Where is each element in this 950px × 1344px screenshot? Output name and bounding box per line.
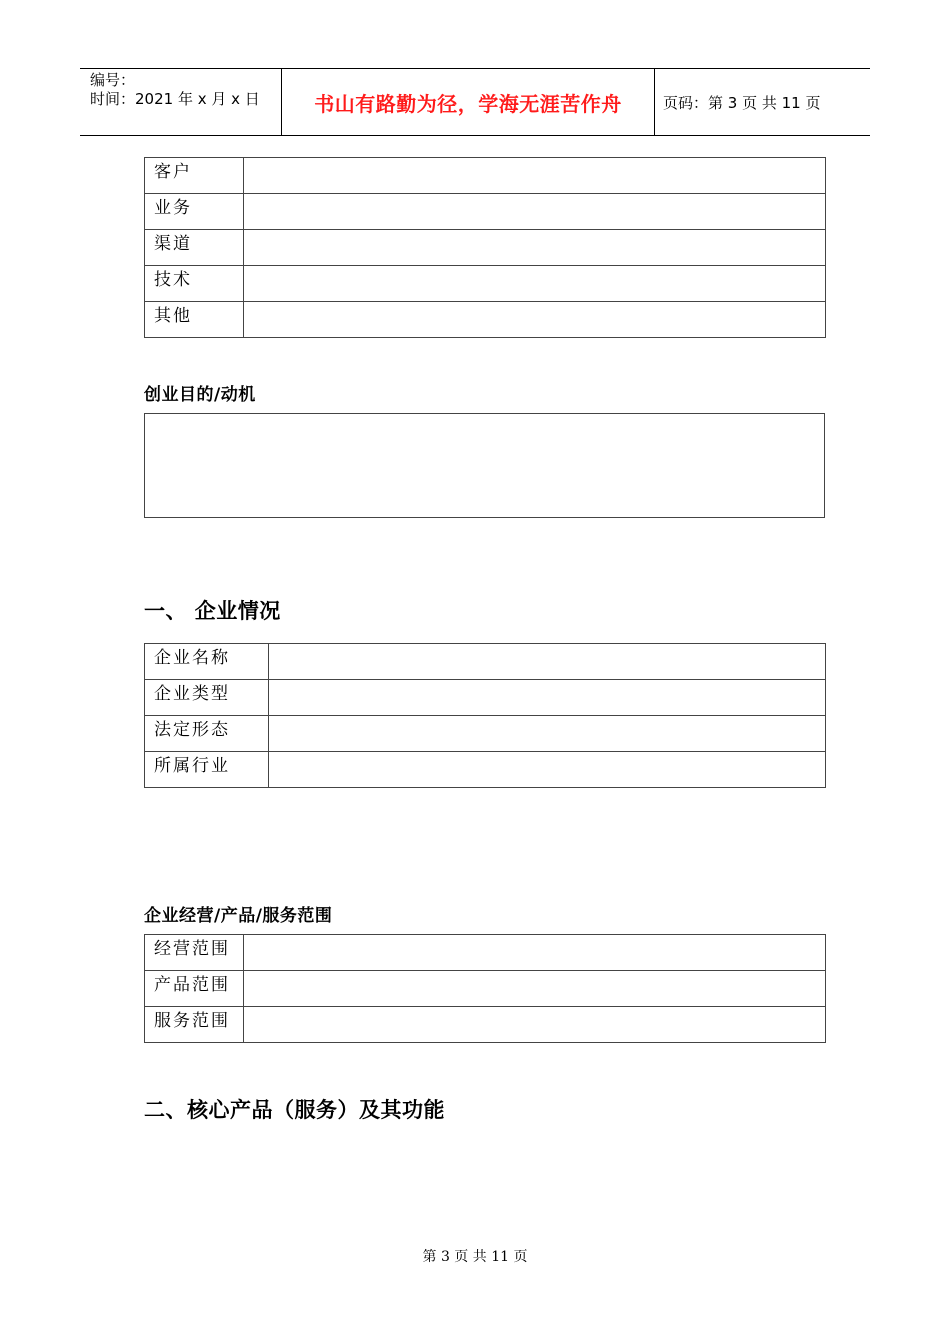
row-label: 所属行业	[145, 752, 269, 788]
table-customer-business	[144, 157, 826, 338]
row-value-field[interactable]	[244, 158, 826, 194]
row-label: 企业名称	[145, 644, 269, 680]
header-motto: 书山有路勤为径，学海无涯苦作舟	[314, 91, 622, 116]
number-label: 编号：	[90, 71, 136, 89]
row-value-field[interactable]	[244, 266, 826, 302]
row-label: 法定形态	[145, 716, 269, 752]
row-label: 产品范围	[145, 971, 244, 1007]
table-row	[145, 935, 826, 971]
table-row	[145, 194, 826, 230]
row-value-field[interactable]	[244, 971, 826, 1007]
row-label: 客户	[145, 158, 244, 194]
table-row	[145, 266, 826, 302]
row-value-field[interactable]	[244, 1007, 826, 1043]
row-label: 服务范围	[145, 1007, 244, 1043]
table-row	[145, 230, 826, 266]
motive-textbox[interactable]	[144, 413, 825, 518]
date-label: 时间：2021 年 x 月 x 日	[90, 90, 260, 108]
row-label: 经营范围	[145, 935, 244, 971]
row-value-field[interactable]	[269, 716, 826, 752]
scope-label: 企业经营/产品/服务范围	[144, 906, 333, 926]
row-label: 业务	[145, 194, 244, 230]
table-business-scope	[144, 934, 826, 1043]
table-row	[145, 971, 826, 1007]
section-heading-core-products: 二、核心产品（服务）及其功能	[144, 1098, 445, 1122]
row-value-field[interactable]	[269, 752, 826, 788]
header-motto-cell	[282, 69, 655, 135]
table-row	[145, 302, 826, 338]
table-company-info	[144, 643, 826, 788]
header-meta	[80, 69, 282, 135]
table-row	[145, 716, 826, 752]
table-row	[145, 680, 826, 716]
row-value-field[interactable]	[269, 644, 826, 680]
row-label: 技术	[145, 266, 244, 302]
table-row	[145, 1007, 826, 1043]
section-heading-company: 一、 企业情况	[144, 599, 281, 623]
page-header	[80, 68, 870, 136]
row-value-field[interactable]	[269, 680, 826, 716]
table-row	[145, 644, 826, 680]
row-value-field[interactable]	[244, 935, 826, 971]
table-row	[145, 752, 826, 788]
page-info-text: 页码：第 3 页 共 11 页	[663, 93, 821, 112]
row-label: 企业类型	[145, 680, 269, 716]
table-row	[145, 158, 826, 194]
row-value-field[interactable]	[244, 194, 826, 230]
row-value-field[interactable]	[244, 302, 826, 338]
row-value-field[interactable]	[244, 230, 826, 266]
page-footer: 第 3 页 共 11 页	[422, 1249, 528, 1265]
row-label: 其他	[145, 302, 244, 338]
row-label: 渠道	[145, 230, 244, 266]
motive-label: 创业目的/动机	[144, 385, 256, 405]
header-page-info	[655, 69, 870, 135]
